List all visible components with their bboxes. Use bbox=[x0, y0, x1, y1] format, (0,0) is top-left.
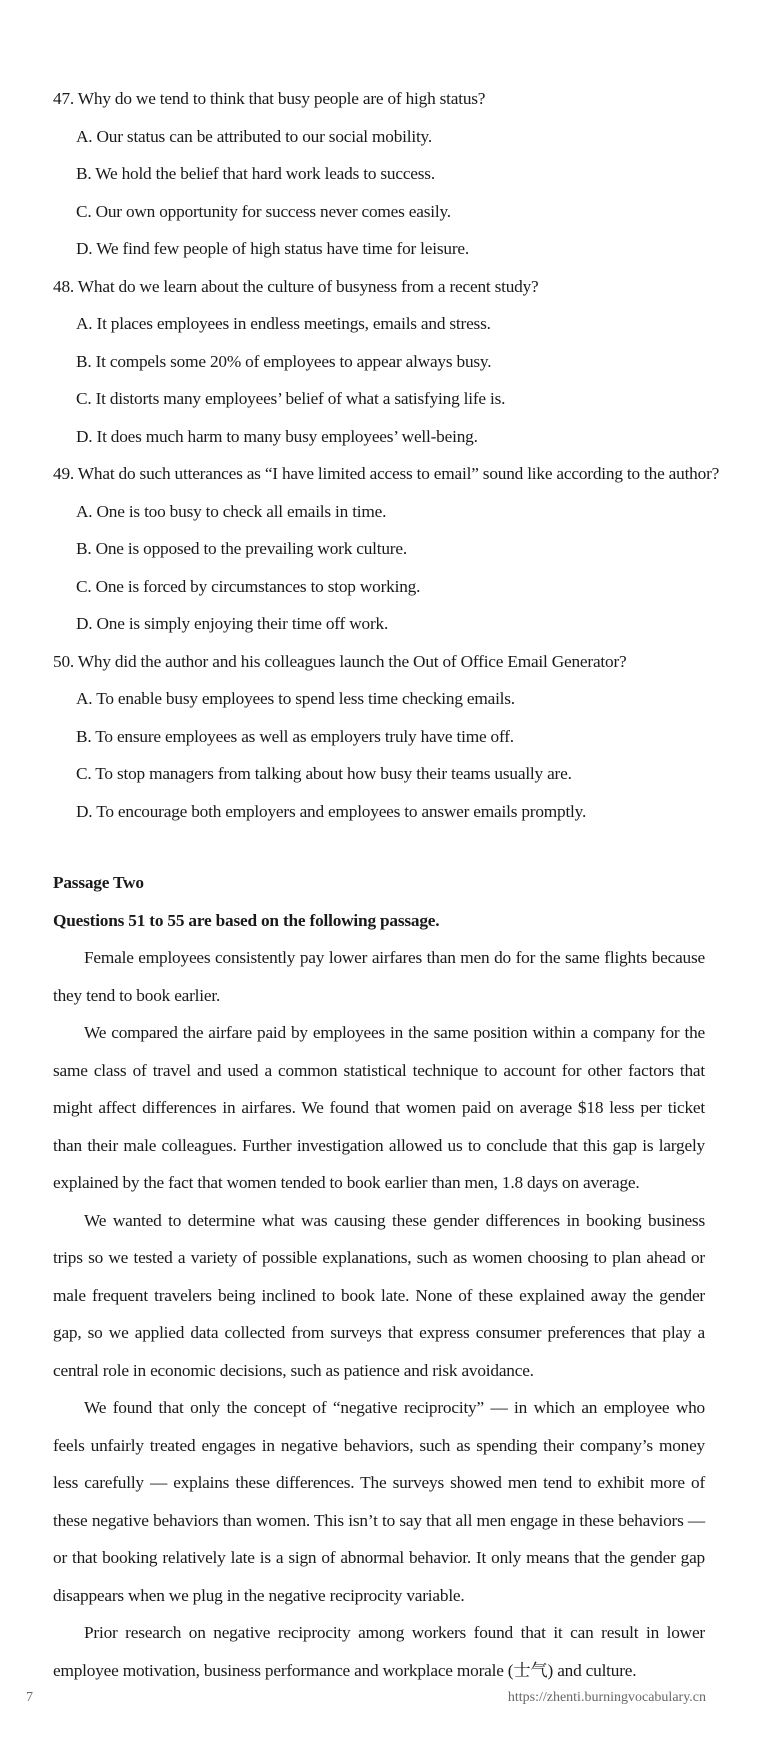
section-spacer bbox=[53, 830, 705, 864]
passage-paragraph-4: We found that only the concept of “negative reciprocity” — in which an employee who feels unfairly treated engages in negative behaviors, such as spending their company’s money less carefully — explains these differences. The surveys showed men tend to exhibit more of these negative behaviors than women. This isn’t to say that all men engage in these behaviors — or that booking relatively late is a sign of abnormal behavior. It only means that the gender gap disappears when we plug in the negative reciprocity variable. bbox=[53, 1398, 705, 1605]
option-a: A. One is too busy to check all emails in time. bbox=[76, 501, 387, 521]
question-48 bbox=[53, 268, 705, 456]
option-b: B. It compels some 20% of employees to appear always busy. bbox=[76, 351, 492, 371]
option-d: D. One is simply enjoying their time off work. bbox=[76, 614, 389, 633]
question-stem: 49. What do such utterances as “I have limited access to email” sound like according to the author? bbox=[53, 464, 720, 483]
option-d: D. It does much harm to many busy employees’ well-being. bbox=[76, 426, 478, 446]
question-stem: 50. Why did the author and his colleagues launch the Out of Office Email Generator? bbox=[53, 651, 627, 671]
passage-instruction: Questions 51 to 55 are based on the following passage. bbox=[53, 910, 440, 930]
option-b: B. One is opposed to the prevailing work culture. bbox=[76, 539, 407, 558]
option-c: C. Our own opportunity for success never comes easily. bbox=[76, 201, 451, 221]
option-a: A. It places employees in endless meetings, emails and stress. bbox=[76, 314, 491, 333]
question-47 bbox=[53, 80, 705, 268]
option-c: C. It distorts many employees’ belief of what a satisfying life is. bbox=[76, 389, 506, 408]
option-b: B. To ensure employees as well as employers truly have time off. bbox=[76, 726, 514, 746]
question-stem: 48. What do we learn about the culture of busyness from a recent study? bbox=[53, 276, 539, 296]
option-c: C. One is forced by circumstances to stop working. bbox=[76, 576, 421, 596]
option-b: B. We hold the belief that hard work leads to success. bbox=[76, 164, 435, 183]
option-c: C. To stop managers from talking about how busy their teams usually are. bbox=[76, 764, 572, 783]
passage-paragraph-1: Female employees consistently pay lower airfares than men do for the same flights because they tend to book earlier. bbox=[53, 948, 705, 1005]
option-d: D. To encourage both employers and employees to answer emails promptly. bbox=[76, 801, 587, 821]
passage-paragraph-5: Prior research on negative reciprocity among workers found that it can result in lower employee motivation, business performance and workplace morale (士气) and culture. bbox=[53, 1623, 705, 1680]
passage-paragraph-2: We compared the airfare paid by employees in the same position within a company for the same class of travel and used a common statistical technique to account for other factors that might affect differences in airfares. We found that women paid on average $18 less per ticket than their male colleagues. Further investigation allowed us to conclude that this gap is largely explained by the fact that women tended to book earlier than men, 1.8 days on average. bbox=[53, 1023, 705, 1192]
page-number: 7 bbox=[26, 1690, 33, 1705]
exam-page-content bbox=[53, 80, 720, 1689]
question-stem: 47. Why do we tend to think that busy people are of high status? bbox=[53, 89, 486, 108]
question-49 bbox=[53, 455, 720, 643]
option-a: A. Our status can be attributed to our social mobility. bbox=[76, 126, 432, 146]
passage-paragraph-3: We wanted to determine what was causing these gender differences in booking business trips so we tested a variety of possible explanations, such as women choosing to plan ahead or male frequent travelers being inclined to book late. None of these explained away the gender gap, so we applied data collected from surveys that express consumer preferences that play a central role in economic decisions, such as patience and risk avoidance. bbox=[53, 1210, 705, 1380]
question-50 bbox=[53, 643, 705, 831]
footer-url: https://zhenti.burningvocabulary.cn bbox=[507, 1690, 706, 1705]
passage-title: Passage Two bbox=[53, 873, 144, 892]
option-d: D. We find few people of high status have time for leisure. bbox=[76, 239, 469, 258]
option-a: A. To enable busy employees to spend less time checking emails. bbox=[76, 689, 515, 708]
